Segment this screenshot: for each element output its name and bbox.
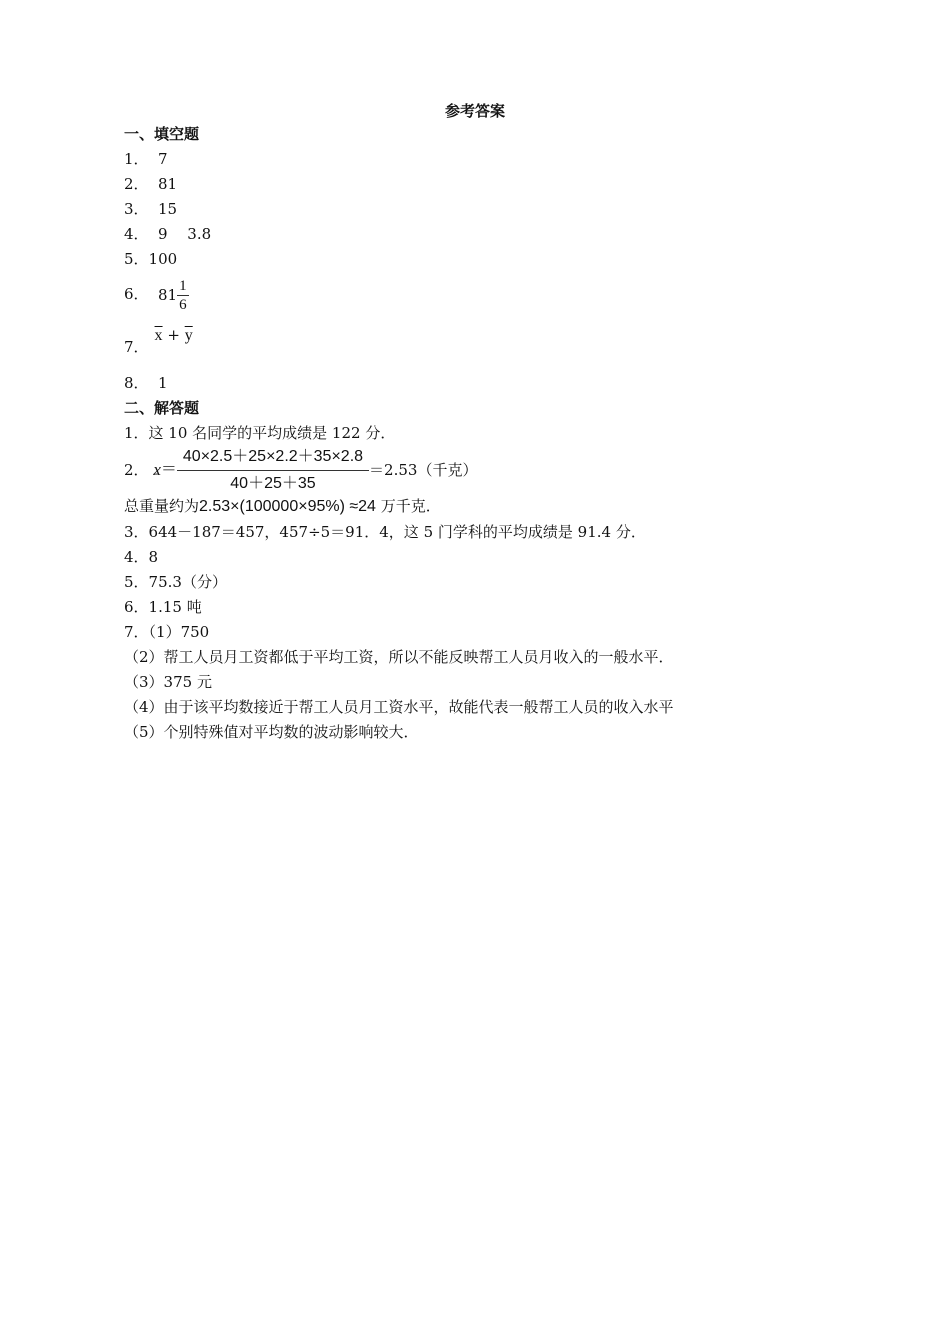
- fraction-numerator: 40×2.5＋25×2.2＋35×2.8: [177, 447, 369, 471]
- solution-5: 5．75.3（分）: [124, 573, 227, 591]
- answer-3: [124, 199, 177, 219]
- solution-7-part-4: （4）由于该平均数接近于帮工人员月工资水平，故能代表一般帮工人员的收入水平: [124, 698, 674, 716]
- answer-8: [124, 373, 168, 393]
- y-bar: $\overline{y}$: [184, 327, 193, 344]
- fraction-numerator: 1: [179, 277, 187, 294]
- answer-value: 1: [158, 374, 168, 392]
- total-suffix: 万千克．: [375, 497, 441, 515]
- item-number: 6．: [124, 285, 149, 303]
- solution-7-part-3: （3）375 元: [124, 673, 212, 691]
- solution-6: 6．1.15 吨: [124, 598, 202, 616]
- answer-4: [124, 224, 211, 244]
- result-text: ＝2.53（千克）: [369, 461, 478, 479]
- solution-7: 7．（1）750: [124, 623, 210, 641]
- item-number: 3．: [124, 200, 149, 218]
- answer-value: 15: [158, 200, 178, 218]
- total-prefix: 总重量约为: [124, 497, 200, 515]
- weighted-mean-fraction: [177, 447, 369, 494]
- x-bar: $\overline{x}$: [154, 327, 163, 344]
- solution-1: 1．这 10 名同学的平均成绩是 122 分．: [124, 424, 396, 442]
- answer-1: [124, 149, 168, 169]
- solution-4: 4．8: [124, 548, 159, 566]
- page-title: 参考答案: [444, 102, 505, 120]
- fraction-denominator: 6: [179, 296, 187, 313]
- answer-value: 7: [158, 150, 168, 168]
- item-number: 2．: [124, 461, 149, 479]
- answer-value: 9 3.8: [158, 225, 212, 243]
- section-heading-fill-blank: 一、填空题: [124, 125, 200, 143]
- answer-2: [124, 174, 177, 194]
- solution-2-total: [124, 496, 441, 517]
- plus-sign: +: [167, 326, 180, 344]
- solution-7-part-5: （5）个别特殊值对平均数的波动影响较大．: [124, 723, 419, 741]
- fraction: [177, 277, 189, 314]
- answer-5: [124, 249, 177, 269]
- item-number: 8．: [124, 374, 149, 392]
- equals-sign: ＝: [160, 461, 177, 478]
- item-number: 2．: [124, 175, 149, 193]
- item-number: 4．: [124, 225, 149, 243]
- fraction-denominator: 40＋25＋35: [230, 474, 316, 492]
- total-formula: 2.53×(100000×95%) ≈24: [199, 498, 376, 515]
- solution-2: [124, 446, 477, 494]
- item-number: 1．: [124, 150, 149, 168]
- solution-3: 3．644－187＝457，457÷5＝91．4，这 5 门学科的平均成绩是 91.4 分．: [124, 523, 646, 541]
- answer-7: [124, 326, 193, 356]
- solution-7-part-2: （2）帮工人员月工资都低于平均工资，所以不能反映帮工人员月收入的一般水平．: [124, 648, 674, 666]
- answer-6: [124, 276, 189, 314]
- answer-value: 81: [158, 175, 178, 193]
- section-heading-solutions: 二、解答题: [124, 399, 200, 417]
- item-number: 7．: [124, 338, 149, 356]
- mean-symbol: - x: [153, 460, 161, 479]
- answer-value: 100: [148, 250, 178, 268]
- item-number: 5．: [124, 250, 149, 268]
- mixed-number-whole: 81: [158, 286, 178, 304]
